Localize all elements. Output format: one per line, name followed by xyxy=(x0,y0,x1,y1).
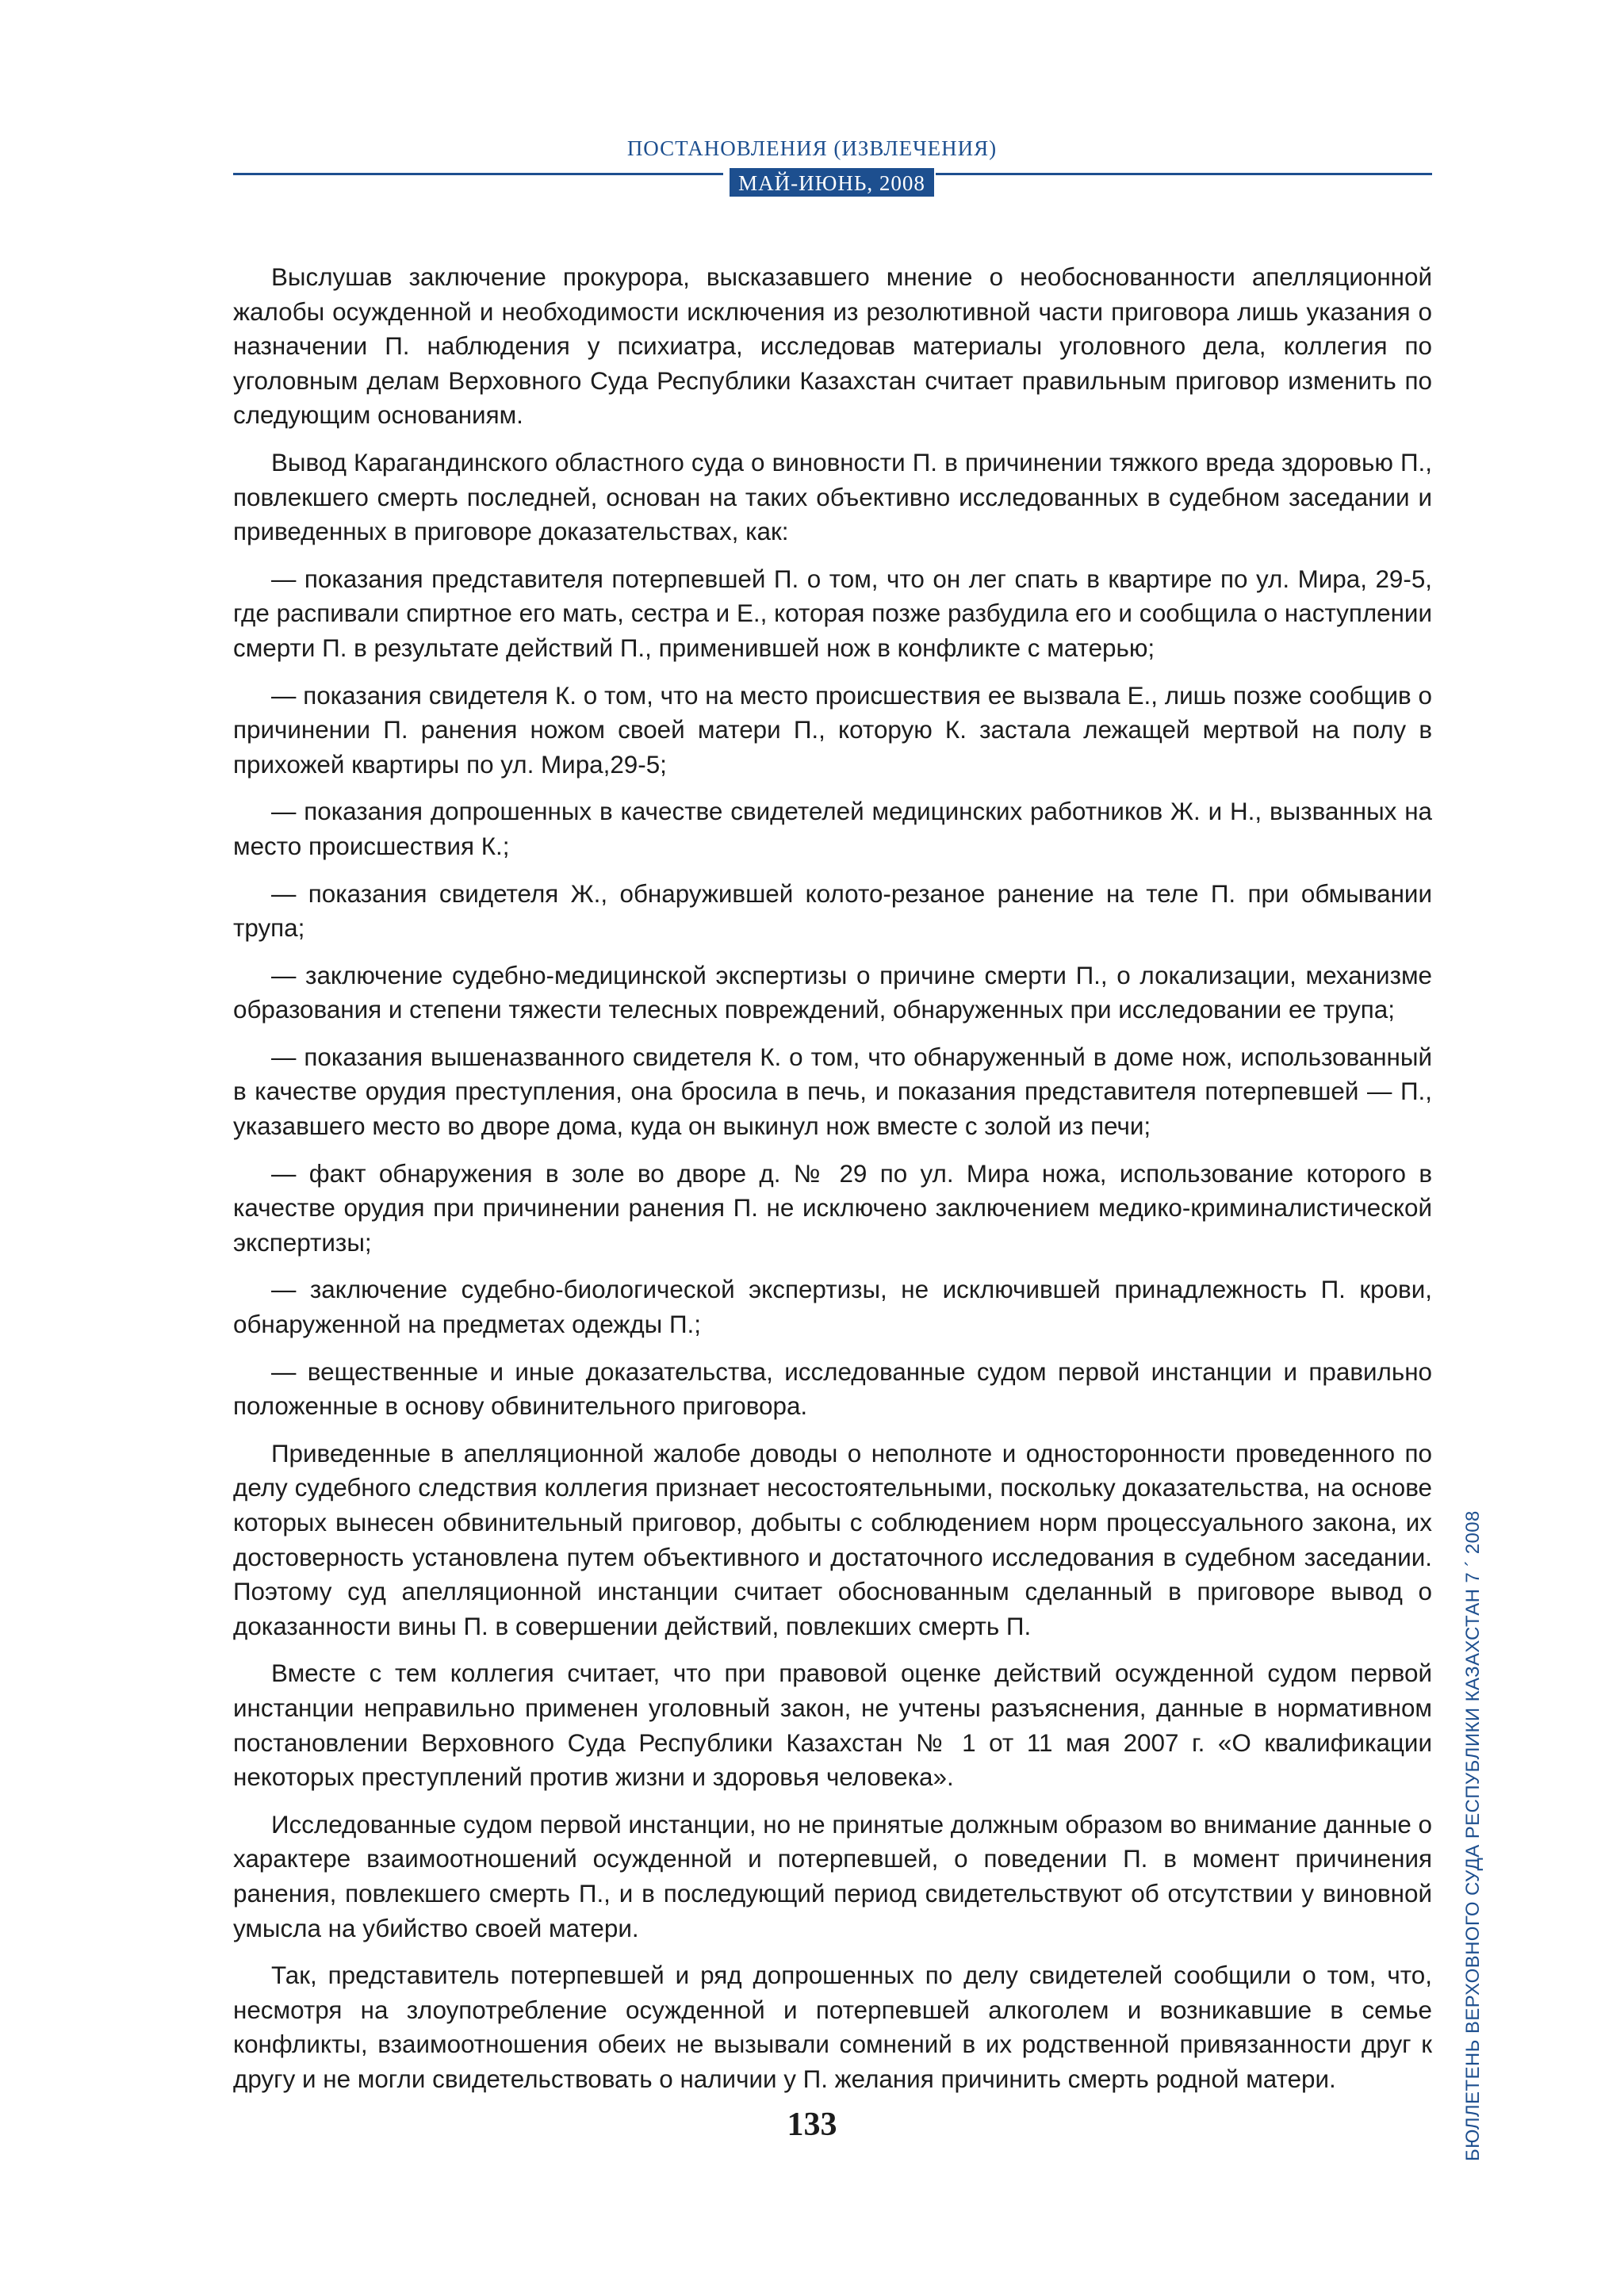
header-rule-right xyxy=(936,173,1432,175)
list-item: — показания свидетеля К. о том, что на место происшествия ее вызвала Е., лишь позже сообщив о причинении П. ранения ножом своей матери П., которую К. застала лежащей мертвой на полу в прихожей квартиры по ул. Мира,29-5; xyxy=(233,681,1432,779)
header-rule-left xyxy=(233,173,723,175)
list-item: — показания вышеназванного свидетеля К. о том, что обнаруженный в доме нож, использованный в качестве орудия преступления, она бросила в печь, и показания представителя потерпевшей — П., указавшего место во дворе дома, куда он выкинул нож вместе с золой из печи; xyxy=(233,1043,1432,1141)
list-item: — факт обнаружения в золе во дворе д. № 29 по ул. Мира ножа, использование которого в качестве орудия при причинении ранения П. не исключено заключением медико-криминалистической экспертизы; xyxy=(233,1159,1432,1257)
body-text xyxy=(233,260,1432,2110)
page-number: 133 xyxy=(787,2107,837,2143)
paragraph: Вместе с тем коллегия считает, что при правовой оценке действий осужденной судом первой инстанции неправильно применен уголовный закон, не учтены разъяснения, данные в нормативном постановлении Верховного Суда Республики Казахстан № 1 от 11 мая 2007 г. «О квалификации некоторых преступлений против жизни и здоровья человека». xyxy=(233,1659,1432,1792)
list-item: — вещественные и иные доказательства, исследованные судом первой инстанции и правильно положенные в основу обвинительного приговора. xyxy=(233,1357,1432,1421)
list-item: — показания представителя потерпевшей П. о том, что он лег спать в квартире по ул. Мира, 29-5, где распивали спиртное его мать, сестра и Е., которая позже разбудила его и сообщила о наступлении смерти П. в результате действий П., применившей нож в конфликте с матерью; xyxy=(233,564,1432,662)
page-header xyxy=(0,0,1624,206)
list-item: — показания свидетеля Ж., обнаружившей колото-резаное ранение на теле П. при обмывании трупа; xyxy=(233,879,1432,943)
paragraph: Выслушав заключение прокурора, высказавшего мнение о необоснованности апелляционной жалобы осужденной и необходимости исключения из резолютивной части приговора лишь указания о назначении П. наблюдения у психиатра, исследовав материалы уголовного дела, коллегия по уголовным делам Верховного Суда Республики Казахстан считает правильным приговор изменить по следующим основаниям. xyxy=(233,263,1432,430)
journal-side-caption: БЮЛЛЕТЕНЬ ВЕРХОВНОГО СУДА РЕСПУБЛИКИ КАЗАХСТАН 7 ´ 2008 xyxy=(1462,1510,1484,2161)
section-title: ПОСТАНОВЛЕНИЯ (ИЗВЛЕЧЕНИЯ) xyxy=(626,136,998,160)
paragraph: Так, представитель потерпевшей и ряд допрошенных по делу свидетелей сообщили о том, что, несмотря на злоупотребление осужденной и потерпевшей алкоголем и возникавшие в семье конфликты, взаимоотношения обеих не вызывали сомнений в их родственной привязанности друг к другу и не могли свидетельствовать о наличии у П. желания причинить смерть родной матери. xyxy=(233,1961,1432,2093)
list-item: — заключение судебно-медицинской экспертизы о причине смерти П., о локализации, механизме образования и степени тяжести телесных повреждений, обнаруженных при исследовании ее трупа; xyxy=(233,961,1432,1024)
list-item: — показания допрошенных в качестве свидетелей медицинских работников Ж. и Н., вызванных на место происшествия К.; xyxy=(233,798,1432,860)
list-item: — заключение судебно-биологической экспертизы, не исключившей принадлежность П. крови, обнаруженной на предметах одежды П.; xyxy=(233,1276,1432,1339)
paragraph: Приведенные в апелляционной жалобе доводы о неполноте и односторонности проведенного по делу судебного следствия коллегия признает несостоятельными, поскольку доказательства, на основе которых вынесен обвинительный приговор, добыты с соблюдением норм процессуального закона, их достоверность установлена путем объективного и достаточного исследования в судебном заседании. Поэтому суд апелляционной инстанции считает обоснованным сделанный в приговоре вывод о доказанности вины П. в совершении действий, повлекших смерть П. xyxy=(233,1439,1432,1640)
issue-date-badge: МАЙ-ИЮНЬ, 2008 xyxy=(730,168,934,197)
paragraph: Вывод Карагандинского областного суда о виновности П. в причинении тяжкого вреда здоровью П., повлекшего смерть последней, основан на таких объективно исследованных в судебном заседании и приведенных в приговоре доказательствах, как: xyxy=(233,448,1432,546)
paragraph: Исследованные судом первой инстанции, но не принятые должным образом во внимание данные о характере взаимоотношений осужденной и потерпевшей, о поведении П. в момент причинения ранения, повлекшего смерть П., и в последующий период свидетельствуют об отсутствии у виновной умысла на убийство своей матери. xyxy=(233,1810,1432,1942)
